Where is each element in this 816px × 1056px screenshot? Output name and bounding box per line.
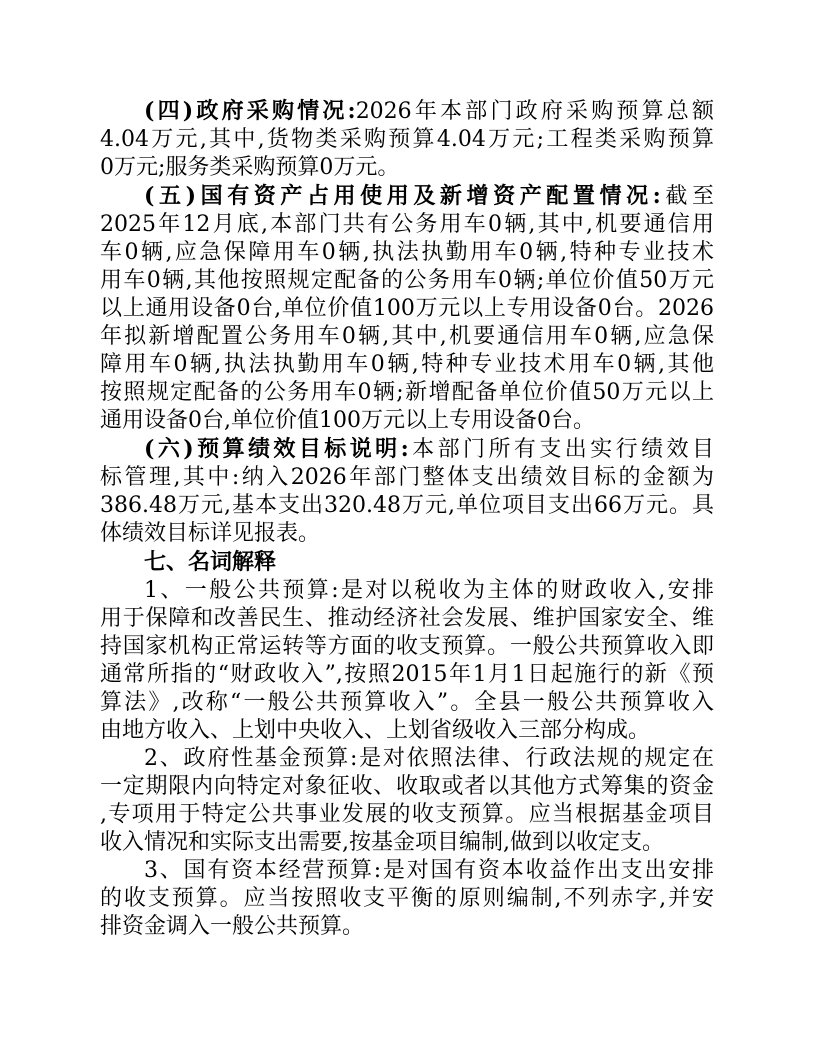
text-line (100, 379, 714, 407)
body-text-run: 障用车0辆,执法执勤用车0辆,特种专业技术用车0辆,其他 (100, 352, 714, 377)
text-line (100, 97, 714, 126)
body-text-run: 本部门所有支出实行绩效目 (408, 437, 714, 462)
text-line (100, 407, 714, 435)
text-line (100, 661, 714, 689)
text-line (100, 295, 714, 323)
body-text-run: 2026年本部门政府采购预算总额 (355, 99, 714, 124)
text-line (100, 323, 714, 351)
body-text-run: 的收支预算。应当按照收支平衡的原则编制,不列赤字,并安 (100, 886, 714, 911)
body-text-run: 体绩效目标详见报表。 (100, 521, 321, 546)
text-line (100, 717, 714, 745)
body-text-run: 2025年12月底,本部门共有公务用车0辆,其中,机要通信用 (100, 212, 714, 237)
text-line (100, 182, 714, 211)
text-line (100, 857, 714, 885)
body-text-run: 年拟新增配置公务用车0辆,其中,机要通信用车0辆,应急保 (100, 324, 714, 349)
text-line (100, 520, 714, 548)
section-heading-run: (六)预算绩效目标说明: (144, 436, 409, 462)
body-text-run: 通用设备0台,单位价值100万元以上专用设备0台。 (100, 408, 595, 433)
body-text-run: 2、政府性基金预算:是对依照法律、行政法规的规定在 (144, 746, 714, 771)
body-text-run: 由地方收入、上划中央收入、上划省级收入三部分构成。 (100, 718, 651, 743)
text-line (100, 239, 714, 267)
section-heading-run: (四)政府采购情况: (144, 98, 356, 124)
text-line (100, 548, 714, 577)
text-line (100, 801, 714, 829)
text-line (100, 829, 714, 857)
body-text-run: 一定期限内向特定对象征收、收取或者以其他方式筹集的资金 (100, 774, 714, 799)
text-line (100, 126, 714, 154)
section-heading-run: 七、名词解释 (144, 549, 277, 575)
body-text-run: 4.04万元,其中,货物类采购预算4.04万元;工程类采购预算 (100, 127, 714, 152)
body-text-run: 3、国有资本经营预算:是对国有资本收益作出支出安排 (144, 858, 714, 883)
text-line (100, 577, 714, 605)
text-line (100, 745, 714, 773)
section-heading-run: (五)国有资产占用使用及新增资产配置情况: (144, 183, 661, 209)
body-text-run: 排资金调入一般公共预算。 (100, 914, 365, 939)
body-text-run: 用车0辆,其他按照规定配备的公务用车0辆;单位价值50万元 (100, 268, 714, 293)
body-text-run: 0万元;服务类采购预算0万元。 (100, 155, 400, 180)
text-line (100, 154, 714, 182)
text-line (100, 492, 714, 520)
text-line (100, 633, 714, 661)
body-text-run: 截至 (660, 184, 714, 209)
text-line (100, 885, 714, 913)
text-line (100, 267, 714, 295)
text-line (100, 913, 714, 941)
body-text-run: 车0辆,应急保障用车0辆,执法执勤用车0辆,特种专业技术 (100, 240, 714, 265)
body-text-run: ,专项用于特定公共事业发展的收支预算。应当根据基金项目 (100, 802, 714, 827)
body-text-run: 算法》,改称“一般公共预算收入”。全县一般公共预算收入 (100, 690, 714, 715)
text-line (100, 435, 714, 464)
text-line (100, 351, 714, 379)
body-text-run: 持国家机构正常运转等方面的收支预算。一般公共预算收入即 (100, 634, 714, 659)
body-text-run: 标管理,其中:纳入2026年部门整体支出绩效目标的金额为 (100, 465, 714, 490)
body-text-run: 以上通用设备0台,单位价值100万元以上专用设备0台。2026 (100, 296, 714, 321)
body-text-run: 386.48万元,基本支出320.48万元,单位项目支出66万元。具 (100, 493, 714, 518)
text-line (100, 211, 714, 239)
text-line (100, 464, 714, 492)
document-page (100, 97, 714, 941)
text-line (100, 773, 714, 801)
text-line (100, 605, 714, 633)
body-text-run: 用于保障和改善民生、推动经济社会发展、维护国家安全、维 (100, 606, 714, 631)
text-line (100, 689, 714, 717)
body-text-run: 收入情况和实际支出需要,按基金项目编制,做到以收定支。 (100, 830, 664, 855)
body-text-run: 1、一般公共预算:是对以税收为主体的财政收入,安排 (144, 578, 714, 603)
body-text-run: 按照规定配备的公务用车0辆;新增配备单位价值50万元以上 (100, 380, 714, 405)
body-text-run: 通常所指的“财政收入”,按照2015年1月1日起施行的新《预 (100, 662, 714, 687)
